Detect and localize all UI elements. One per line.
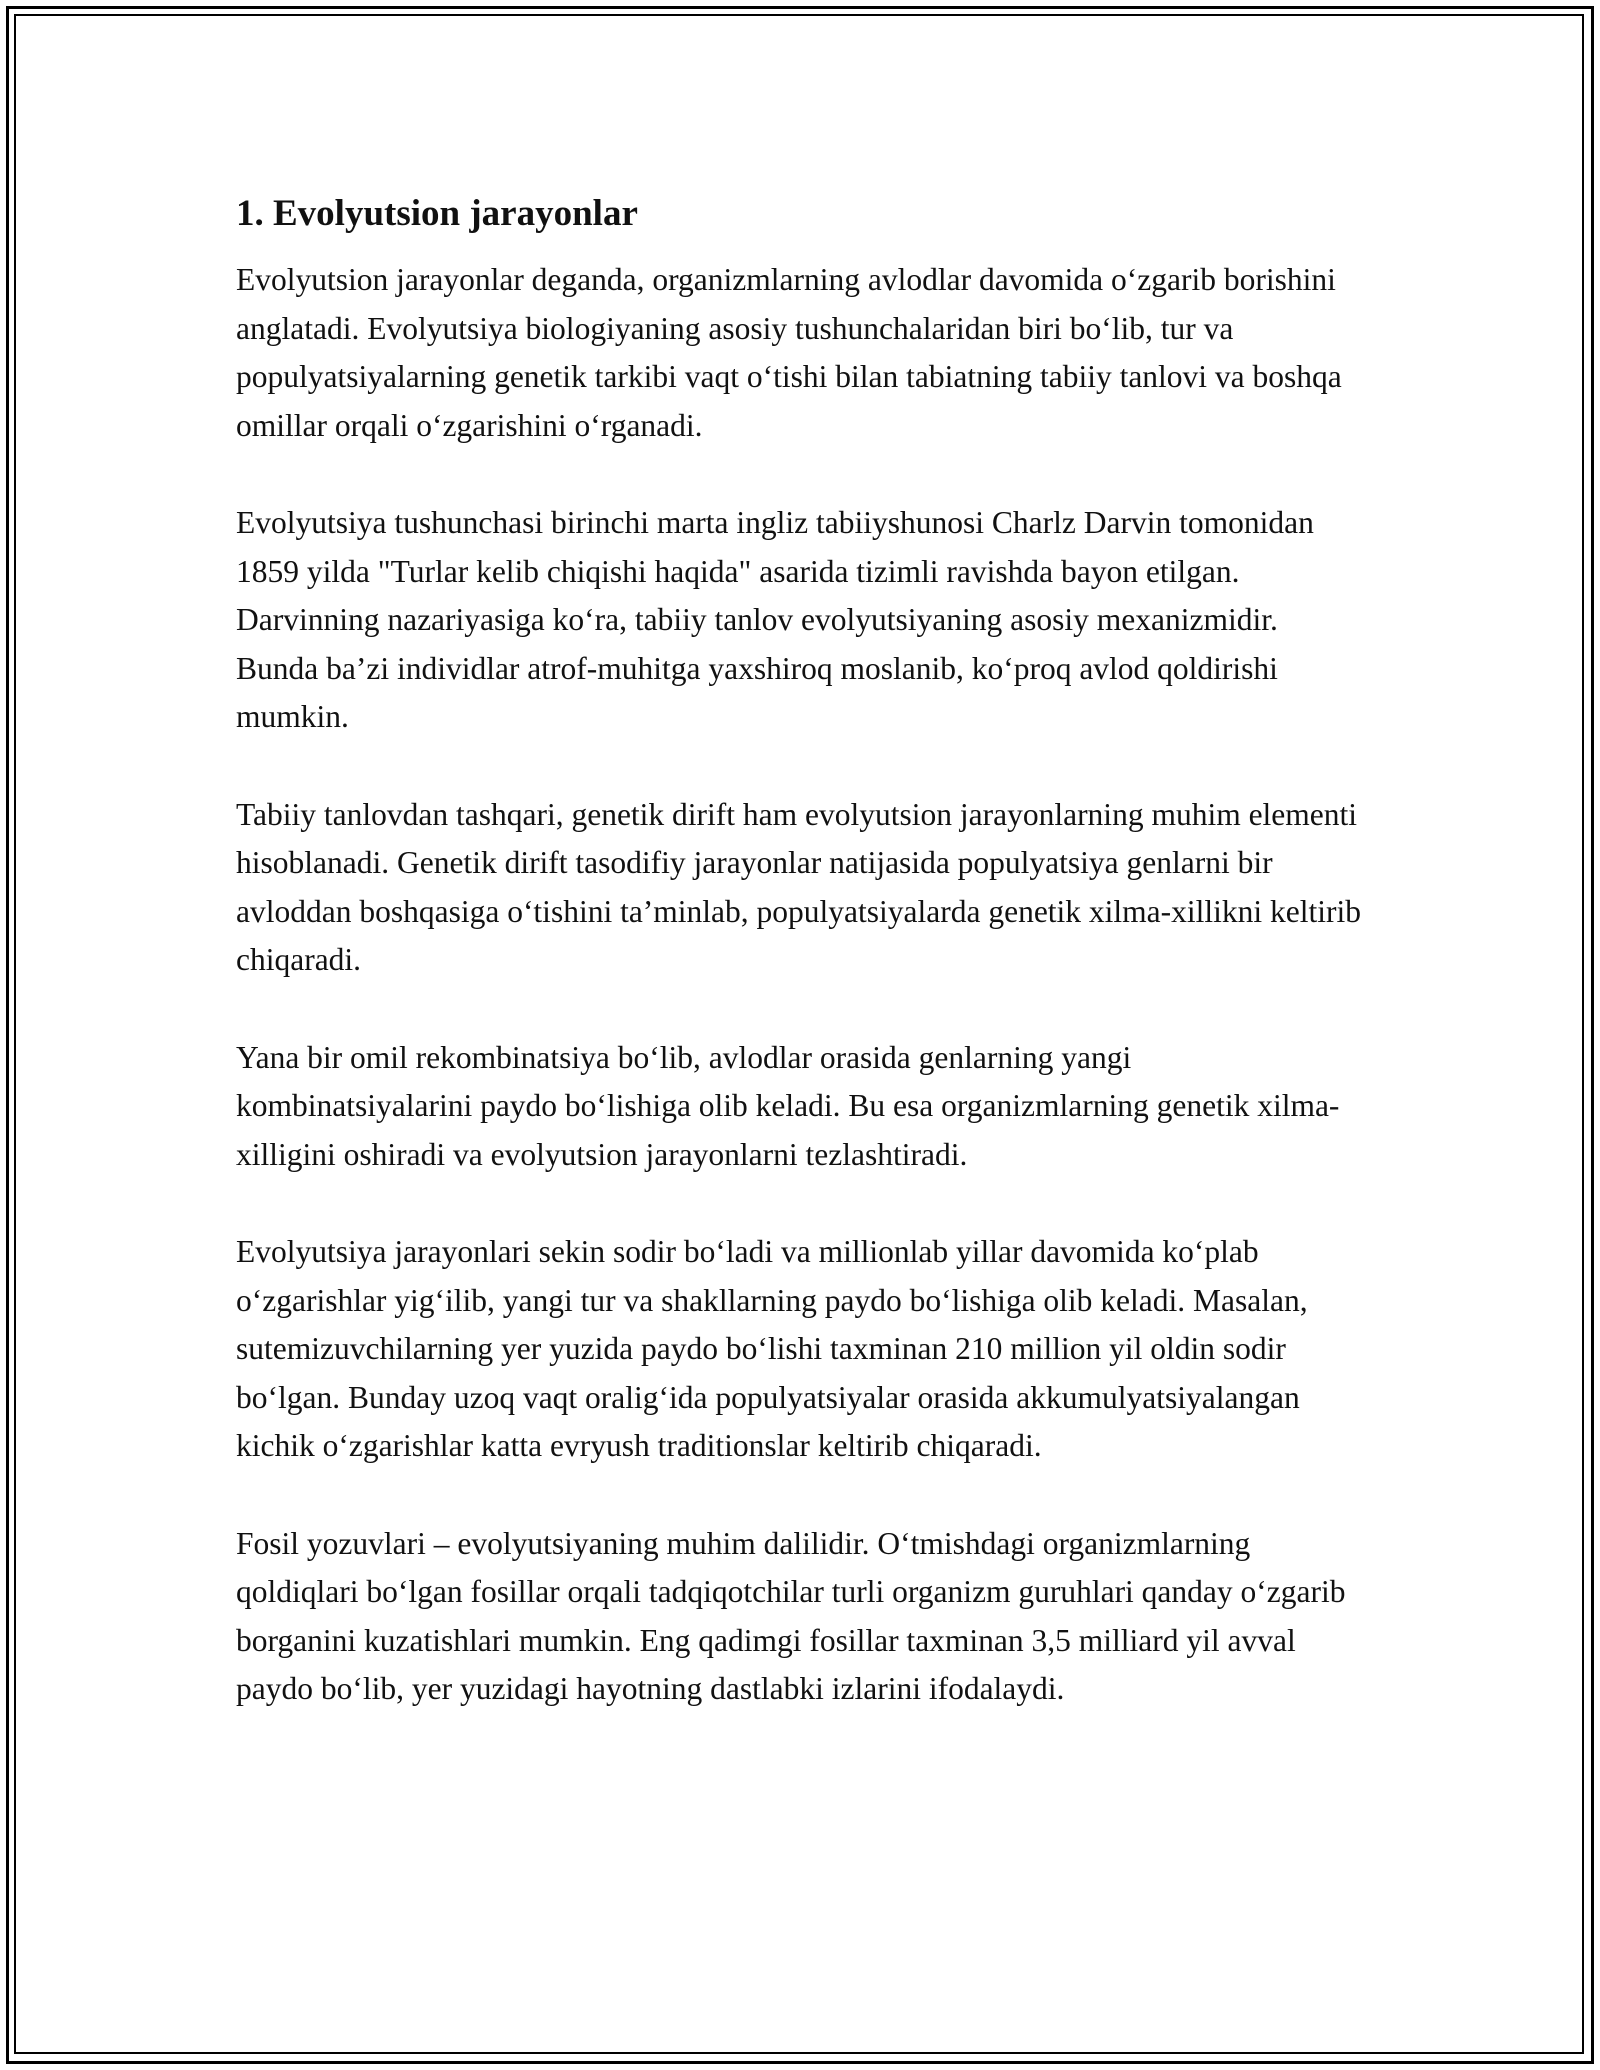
section-heading: 1. Evolyutsion jarayonlar bbox=[236, 193, 638, 234]
paragraph-1: Evolyutsion jarayonlar deganda, organizmlarning avlodlar davomida o‘zgarib borishini anglatadi. Evolyutsiya biologiyaning asosiy tushunchalaridan biri bo‘lib, tur va populyatsiyalarning genetik tarkibi vaqt o‘tishi bilan tabiatning tabiiy tanlovi va boshqa omillar orqali o‘zgarishini o‘rganadi. bbox=[236, 262, 1342, 443]
paragraph-4: Yana bir omil rekombinatsiya bo‘lib, avlodlar orasida genlarning yangi kombinatsiyalarini paydo bo‘lishiga olib keladi. Bu esa organizmlarning genetik xilma-xilligini oshiradi va evolyutsion jarayonlarni tezlashtiradi. bbox=[236, 1039, 1340, 1172]
paragraph-6: Fosil yozuvlari – evolyutsiyaning muhim dalilidir. O‘tmishdagi organizmlarning qoldiqlari bo‘lgan fosillar orqali tadqiqotchilar turli organizm guruhlari qanday o‘zgarib borganini kuzatishlari mumkin. Eng qadimgi fosillar taxminan 3,5 milliard yil avval paydo bo‘lib, yer yuzidagi hayotning dastlabki izlarini ifodalaydi. bbox=[236, 1525, 1346, 1706]
paragraph-3: Tabiiy tanlovdan tashqari, genetik dirift ham evolyutsion jarayonlarning muhim elementi hisoblanadi. Genetik dirift tasodifiy jarayonlar natijasida populyatsiya genlarni bir avloddan boshqasiga o‘tishini ta’minlab, populyatsiyalarda genetik xilma-xillikni keltirib chiqaradi. bbox=[236, 796, 1362, 977]
paragraph-2: Evolyutsiya tushunchasi birinchi marta ingliz tabiiyshunosi Charlz Darvin tomonidan 1859 yilda "Turlar kelib chiqishi haqida" asarida tizimli ravishda bayon etilgan. Darvinning nazariyasiga ko‘ra, tabiiy tanlov evolyutsiyaning asosiy mexanizmidir. Bunda ba’zi individlar atrof-muhitga yaxshiroq moslanib, ko‘proq avlod qoldirishi mumkin. bbox=[236, 505, 1314, 734]
document-body bbox=[236, 186, 1366, 1763]
paragraph-5: Evolyutsiya jarayonlari sekin sodir bo‘ladi va millionlab yillar davomida ko‘plab o‘zgarishlar yig‘ilib, yangi tur va shakllarning paydo bo‘lishiga olib keladi. Masalan, sutemizuvchilarning yer yuzida paydo bo‘lishi taxminan 210 million yil oldin sodir bo‘lgan. Bunday uzoq vaqt oralig‘ida populyatsiyalar orasida akkumulyatsiyalangan kichik o‘zgarishlar katta evryush traditionslar keltirib chiqaradi. bbox=[236, 1234, 1308, 1463]
